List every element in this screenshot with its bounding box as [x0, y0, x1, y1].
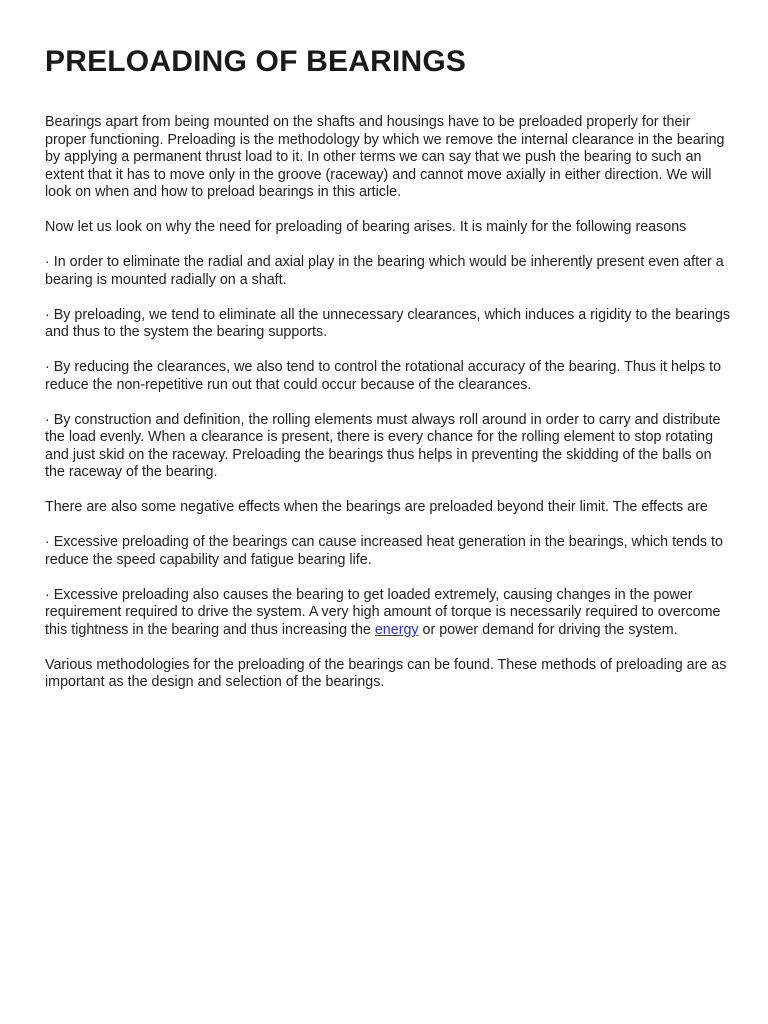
paragraph-intro: Bearings apart from being mounted on the shafts and housings have to be preloaded properly for their proper functioning. Preloading is the methodology by which we remove the internal clearance in the bearing by applying a permanent thrust load to it. In other terms we can say that we push the bearing to such an extent that it has to move only in the groove (raceway) and cannot move axially in either direction. We will look on when and how to preload bearings in this article.	[45, 114, 725, 200]
page-title: PRELOADING OF BEARINGS	[45, 45, 467, 78]
bullet-rigidity: · By preloading, we tend to eliminate all the unnecessary clearances, which induces a rigidity to the bearings and thus to the system the bearing supports.	[45, 306, 731, 340]
bullet-power-requirement	[45, 587, 735, 640]
document-page	[45, 44, 735, 709]
paragraph-text-before-link: · Excessive preloading also causes the bearing to get loaded extremely, causing changes in the power requirement required to drive the system. A very high amount of torque is necessarily required to overcome this tightness in the bearing and thus increasing the	[45, 586, 721, 638]
paragraph-text-after-link: or power demand for driving the system.	[418, 621, 678, 638]
bullet-rotational-accuracy: · By reducing the clearances, we also tend to control the rotational accuracy of the bearing. Thus it helps to reduce the non-repetitive run out that could occur because of the clearances.	[45, 359, 722, 393]
paragraph-methodologies: Various methodologies for the preloading of the bearings can be found. These methods of preloading are as important as the design and selection of the bearings.	[45, 656, 727, 690]
energy-link[interactable]: energy	[374, 621, 419, 638]
bullet-skidding: · By construction and definition, the rolling elements must always roll around in order to carry and distribute the load evenly. When a clearance is present, there is every chance for the rolling element to stop rotating and just skid on the raceway. Preloading the bearings thus helps in preventing the skidding of the balls on the raceway of the bearing.	[45, 411, 721, 480]
paragraph-negative-effects: There are also some negative effects when the bearings are preloaded beyond their limit. The effects are	[45, 499, 708, 515]
bullet-heat-generation: · Excessive preloading of the bearings can cause increased heat generation in the bearings, which tends to reduce the speed capability and fatigue bearing life.	[45, 534, 723, 568]
article-body	[45, 114, 735, 692]
bullet-radial-axial-play: · In order to eliminate the radial and axial play in the bearing which would be inherently present even after a bearing is mounted radially on a shaft.	[45, 254, 724, 288]
paragraph-reasons-intro: Now let us look on why the need for preloading of bearing arises. It is mainly for the following reasons	[45, 219, 687, 235]
